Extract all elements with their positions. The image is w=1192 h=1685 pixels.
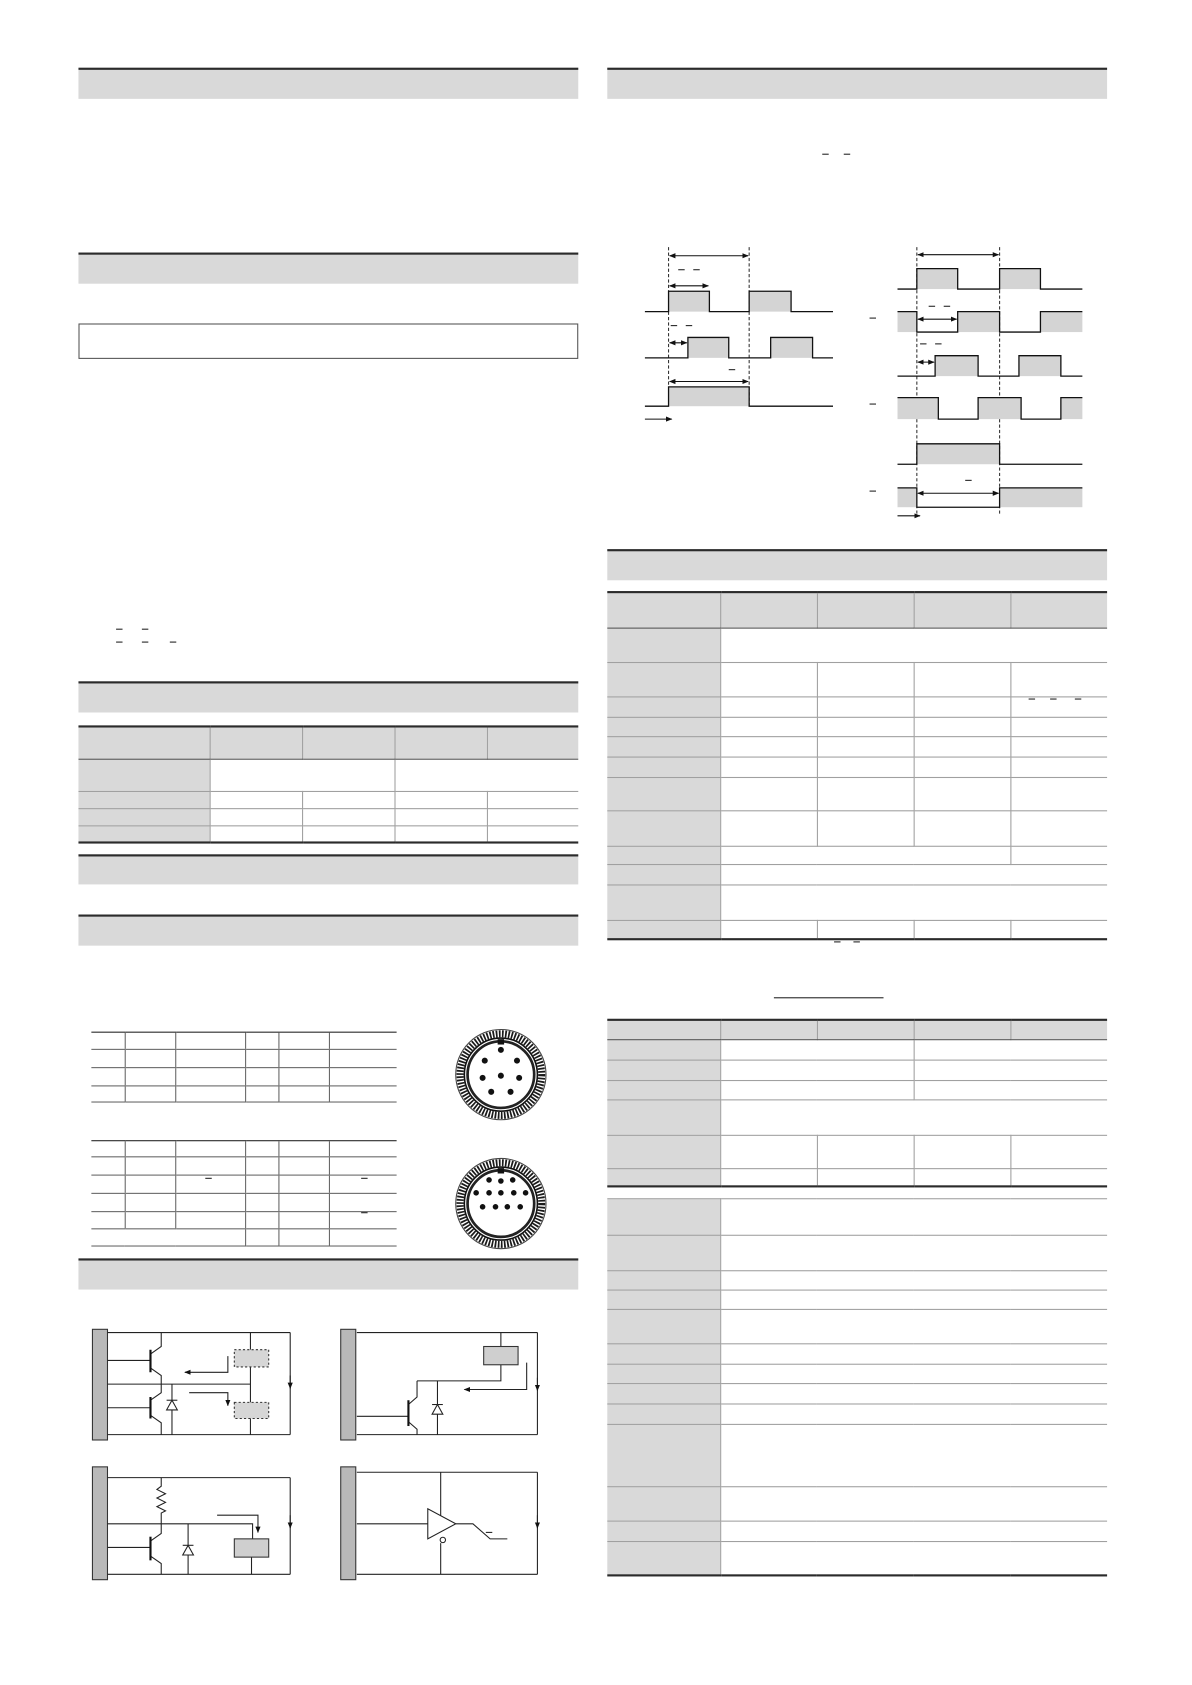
waveform-2 <box>645 337 833 357</box>
table-cell <box>720 884 1107 919</box>
table-cell <box>817 1135 914 1168</box>
table-header-cell <box>1010 592 1107 627</box>
table-row <box>607 1135 1107 1168</box>
table-cell <box>720 757 817 777</box>
table-row <box>607 736 1107 756</box>
table-header-row <box>607 592 1107 627</box>
overline-mark <box>142 629 148 630</box>
terminal-block <box>341 1329 356 1440</box>
overline-mark <box>142 642 148 643</box>
timing-diagram-left <box>640 242 839 427</box>
table-cell <box>125 1193 176 1211</box>
overline-mark <box>116 642 122 643</box>
load-box <box>234 1539 268 1557</box>
table-cell <box>720 777 817 810</box>
table-cell <box>914 1135 1011 1168</box>
table-cell <box>329 1157 397 1175</box>
table-cell <box>720 1364 1107 1383</box>
table-cell <box>278 1068 329 1086</box>
table-cell <box>125 1068 176 1086</box>
waveform-2-inverted <box>897 312 1082 332</box>
table-cell <box>329 1032 397 1049</box>
table-row <box>607 810 1107 845</box>
table-cell <box>720 628 1107 662</box>
table-cell <box>175 1032 245 1049</box>
table-cell <box>394 825 486 842</box>
table-cell <box>720 1060 913 1080</box>
waveform-1 <box>645 291 833 311</box>
row-label-cell <box>607 1424 720 1486</box>
table-cell <box>1010 736 1107 756</box>
table-cell <box>817 810 914 845</box>
table-cell <box>1010 1168 1107 1186</box>
table-cell <box>720 1235 1107 1270</box>
table-cell <box>720 920 817 939</box>
diode-symbol <box>167 1400 178 1410</box>
table-cell <box>720 864 1107 884</box>
overline-mark <box>170 642 176 643</box>
table-row <box>91 1049 396 1067</box>
row-label-cell <box>607 884 720 919</box>
waveform-3 <box>645 387 833 406</box>
table-row <box>607 864 1107 884</box>
table-cell <box>329 1141 397 1157</box>
circuit-wiring <box>107 1333 290 1435</box>
model-table <box>78 725 578 843</box>
resistor-symbol <box>157 1478 166 1524</box>
row-label-cell <box>607 1168 720 1186</box>
table-row <box>607 1235 1107 1270</box>
row-label-cell <box>607 1487 720 1521</box>
table-cell <box>720 810 817 845</box>
table-cell <box>125 1157 176 1175</box>
overline-mark <box>205 1178 211 1179</box>
table-row <box>607 1271 1107 1290</box>
overline-mark <box>1029 699 1035 700</box>
round-connector-icon <box>451 1154 550 1253</box>
table-cell <box>720 1199 1107 1236</box>
overline-mark <box>116 629 122 630</box>
table-cell <box>125 1141 176 1157</box>
table-cell <box>245 1193 278 1211</box>
table-cell <box>302 791 394 808</box>
terminal-block <box>341 1467 356 1580</box>
underline-rule <box>774 997 884 998</box>
table-cell <box>91 1175 124 1193</box>
table-cell <box>91 1032 124 1049</box>
row-label-cell <box>607 1384 720 1404</box>
round-connector-icon <box>451 1025 550 1124</box>
table-row <box>78 759 578 791</box>
pin-assignment-table-lower <box>91 1140 396 1246</box>
table-cell <box>210 791 302 808</box>
specifications-table <box>607 591 1107 940</box>
table-row <box>607 1199 1107 1236</box>
table-cell <box>817 736 914 756</box>
table-cell <box>329 1086 397 1102</box>
table-row <box>607 662 1107 696</box>
section-header-bar <box>607 68 1107 99</box>
table-row <box>91 1086 396 1102</box>
table-cell <box>175 1141 245 1157</box>
table-cell <box>91 1049 124 1067</box>
notice-box <box>78 323 578 358</box>
table-cell <box>125 1212 176 1229</box>
output-circuit-diagram <box>339 1324 545 1447</box>
table-row <box>91 1157 396 1175</box>
circuit-wiring <box>107 1478 290 1575</box>
table-header-cell <box>210 726 302 758</box>
load-box <box>484 1346 518 1364</box>
specifications-table-continued <box>607 1019 1107 1188</box>
row-label-cell <box>607 1290 720 1309</box>
table-row <box>607 1080 1107 1099</box>
table-row <box>607 1309 1107 1343</box>
table-cell <box>175 1193 245 1211</box>
table-cell <box>175 1212 245 1229</box>
table-cell <box>175 1049 245 1067</box>
table-header-cell <box>1010 1020 1107 1039</box>
overline-mark <box>361 1178 367 1179</box>
table-cell <box>914 717 1011 736</box>
table-row <box>607 1487 1107 1521</box>
terminal-block <box>92 1329 107 1440</box>
table-cell <box>817 1168 914 1186</box>
row-label-cell <box>607 736 720 756</box>
row-label-cell <box>607 1135 720 1168</box>
table-cell <box>1010 810 1107 845</box>
empty-cell <box>91 1229 245 1246</box>
table-cell <box>394 791 486 808</box>
table-cell <box>278 1193 329 1211</box>
table-row <box>91 1175 396 1193</box>
connector-key <box>498 1039 504 1044</box>
table-header-cell <box>817 1020 914 1039</box>
table-cell <box>175 1157 245 1175</box>
table-cell <box>720 1424 1107 1486</box>
table-cell <box>278 1032 329 1049</box>
row-label-cell <box>607 920 720 939</box>
table-cell <box>720 1384 1107 1404</box>
table-row <box>607 884 1107 919</box>
table-cell <box>91 1141 124 1157</box>
table-row <box>607 1542 1107 1575</box>
table-row <box>607 1290 1107 1309</box>
table-cell <box>914 1168 1011 1186</box>
table-header-cell <box>720 1020 817 1039</box>
waveform-3 <box>897 356 1082 376</box>
table-header-cell <box>487 726 578 758</box>
section-header-bar <box>78 854 578 884</box>
table-cell <box>245 1229 278 1246</box>
table-cell <box>329 1068 397 1086</box>
section-header-bar <box>607 549 1107 580</box>
overline-mark <box>361 1212 367 1213</box>
table-cell <box>175 1068 245 1086</box>
row-label-cell <box>607 1080 720 1099</box>
table-cell <box>1010 696 1107 716</box>
table-cell <box>278 1175 329 1193</box>
waveform-6-inverted <box>897 488 1082 507</box>
section-header-bar <box>78 253 578 284</box>
table-cell <box>720 1039 913 1059</box>
table-cell <box>394 808 486 825</box>
output-circuit-diagram <box>339 1461 545 1586</box>
row-label-cell <box>607 628 720 662</box>
waveform-5 <box>897 444 1082 464</box>
row-label-cell <box>607 1364 720 1383</box>
row-label-cell <box>607 1309 720 1343</box>
table-cell <box>720 1309 1107 1343</box>
table-cell <box>210 825 302 842</box>
row-label-cell <box>607 777 720 810</box>
connector-key <box>498 1168 504 1173</box>
table-cell <box>487 791 578 808</box>
terminal-block <box>92 1467 107 1580</box>
table-cell <box>91 1212 124 1229</box>
table-row <box>607 1060 1107 1080</box>
buffer-amplifier-symbol <box>428 1509 456 1543</box>
table-header-row <box>91 1141 396 1157</box>
table-cell <box>1010 757 1107 777</box>
overline-mark <box>844 154 850 155</box>
overline-mark <box>1050 699 1056 700</box>
table-cell <box>125 1175 176 1193</box>
table-cell <box>817 920 914 939</box>
table-cell <box>720 736 817 756</box>
output-circuit-diagram <box>90 1461 311 1586</box>
common-specifications-table <box>607 1198 1107 1576</box>
table-row <box>607 846 1107 864</box>
table-cell <box>817 662 914 696</box>
table-header-cell <box>817 592 914 627</box>
table-cell <box>1010 920 1107 939</box>
table-cell <box>914 777 1011 810</box>
table-cell <box>302 808 394 825</box>
table-row <box>607 1424 1107 1486</box>
table-cell <box>817 717 914 736</box>
table-cell <box>720 1344 1107 1364</box>
table-row <box>607 1099 1107 1134</box>
table-cell <box>720 1271 1107 1290</box>
row-label-cell <box>607 1235 720 1270</box>
row-label-cell <box>607 1099 720 1134</box>
table-cell <box>245 1049 278 1067</box>
table-cell <box>720 717 817 736</box>
row-label-cell <box>607 696 720 716</box>
table-row <box>607 717 1107 736</box>
table-cell <box>914 662 1011 696</box>
table-cell <box>720 1099 1107 1134</box>
table-cell <box>1010 662 1107 696</box>
table-cell <box>210 808 302 825</box>
row-label-cell <box>607 1060 720 1080</box>
table-row <box>607 1344 1107 1364</box>
table-header-cell <box>394 726 486 758</box>
table-row <box>78 791 578 808</box>
table-cell <box>720 1080 913 1099</box>
table-header-row <box>78 726 578 758</box>
table-row <box>91 1212 396 1229</box>
load-box <box>234 1350 268 1367</box>
table-cell <box>278 1157 329 1175</box>
table-header-cell <box>914 1020 1011 1039</box>
row-label-cell <box>607 846 720 864</box>
table-cell <box>487 808 578 825</box>
table-cell <box>720 662 817 696</box>
table-header-cell <box>914 592 1011 627</box>
table-cell <box>914 810 1011 845</box>
table-header-row <box>607 1020 1107 1039</box>
table-cell <box>817 757 914 777</box>
table-cell <box>720 1290 1107 1309</box>
pin-assignment-table-upper <box>91 1032 396 1103</box>
table-header-cell <box>720 592 817 627</box>
table-row <box>91 1193 396 1211</box>
row-label-cell <box>78 759 209 791</box>
row-label-cell <box>607 1404 720 1424</box>
overline-mark <box>1075 699 1081 700</box>
table-cell <box>91 1157 124 1175</box>
table-cell <box>1010 846 1107 864</box>
table-cell <box>245 1175 278 1193</box>
table-cell <box>329 1049 397 1067</box>
table-cell <box>720 1487 1107 1521</box>
table-header-cell <box>607 1020 720 1039</box>
table-cell <box>914 920 1011 939</box>
row-label-cell <box>607 1542 720 1575</box>
table-cell <box>817 696 914 716</box>
table-cell <box>720 1135 817 1168</box>
table-row <box>607 1039 1107 1059</box>
table-row <box>78 808 578 825</box>
table-cell <box>245 1157 278 1175</box>
table-cell <box>329 1212 397 1229</box>
table-cell <box>720 1404 1107 1424</box>
table-cell <box>125 1032 176 1049</box>
table-row <box>607 777 1107 810</box>
table-cell <box>278 1229 329 1246</box>
row-label-cell <box>607 810 720 845</box>
table-row <box>607 1384 1107 1404</box>
table-cell <box>245 1212 278 1229</box>
table-cell <box>329 1193 397 1211</box>
table-cell <box>125 1086 176 1102</box>
table-cell <box>914 1060 1107 1080</box>
table-cell <box>91 1086 124 1102</box>
row-label-cell <box>607 757 720 777</box>
table-cell <box>720 846 1010 864</box>
table-cell <box>1010 777 1107 810</box>
overline-mark <box>853 941 859 942</box>
table-cell <box>278 1141 329 1157</box>
table-cell <box>278 1086 329 1102</box>
row-label-cell <box>607 1521 720 1541</box>
section-header-bar <box>78 68 578 99</box>
table-row <box>91 1068 396 1086</box>
table-row <box>607 628 1107 662</box>
table-row <box>607 757 1107 777</box>
load-box <box>234 1402 268 1418</box>
row-label-cell <box>607 1199 720 1236</box>
table-cell <box>1010 1135 1107 1168</box>
table-cell <box>91 1193 124 1211</box>
section-header-bar <box>78 681 578 712</box>
row-label-cell <box>607 864 720 884</box>
table-row <box>607 1521 1107 1541</box>
table-row <box>607 920 1107 939</box>
table-cell <box>720 1521 1107 1541</box>
table-cell <box>302 825 394 842</box>
table-cell <box>175 1086 245 1102</box>
timing-reference-lines <box>669 247 750 408</box>
table-cell <box>1010 717 1107 736</box>
table-cell <box>914 1039 1107 1059</box>
table-cell <box>245 1068 278 1086</box>
table-header-cell <box>302 726 394 758</box>
table-cell <box>487 825 578 842</box>
table-header-cell <box>78 726 209 758</box>
table-cell <box>394 759 578 791</box>
table-cell <box>278 1049 329 1067</box>
overline-mark <box>822 154 828 155</box>
table-cell <box>329 1229 397 1246</box>
table-cell <box>914 696 1011 716</box>
table-row <box>607 1364 1107 1383</box>
waveform-1 <box>897 269 1082 289</box>
table-cell <box>278 1212 329 1229</box>
row-label-cell <box>607 717 720 736</box>
table-cell <box>914 1080 1107 1099</box>
row-label-cell <box>78 791 209 808</box>
table-cell <box>245 1032 278 1049</box>
table-cell <box>720 1168 817 1186</box>
table-row <box>607 1404 1107 1424</box>
table-cell <box>91 1068 124 1086</box>
table-cell <box>914 757 1011 777</box>
row-label-cell <box>607 662 720 696</box>
table-cell <box>817 777 914 810</box>
section-header-bar <box>78 915 578 946</box>
table-header-row <box>91 1032 396 1049</box>
overline-mark <box>834 941 840 942</box>
waveform-4-inverted <box>897 398 1082 419</box>
row-label-cell <box>607 1039 720 1059</box>
table-cell <box>720 696 817 716</box>
table-cell <box>245 1141 278 1157</box>
table-row <box>78 825 578 842</box>
row-label-cell <box>78 825 209 842</box>
row-label-cell <box>607 1271 720 1290</box>
table-cell <box>914 736 1011 756</box>
output-circuit-diagram <box>90 1324 311 1447</box>
table-cell <box>245 1086 278 1102</box>
row-label-cell <box>607 1344 720 1364</box>
section-header-bar <box>78 1258 578 1289</box>
diode-symbol <box>432 1405 443 1415</box>
table-cell <box>125 1049 176 1067</box>
row-label-cell <box>78 808 209 825</box>
timing-diagram-right <box>860 242 1088 527</box>
table-cell <box>720 1542 1107 1575</box>
table-row <box>607 1168 1107 1186</box>
diode-symbol <box>183 1545 194 1555</box>
table-cell <box>210 759 395 791</box>
table-row <box>91 1229 396 1246</box>
table-header-cell <box>607 592 720 627</box>
